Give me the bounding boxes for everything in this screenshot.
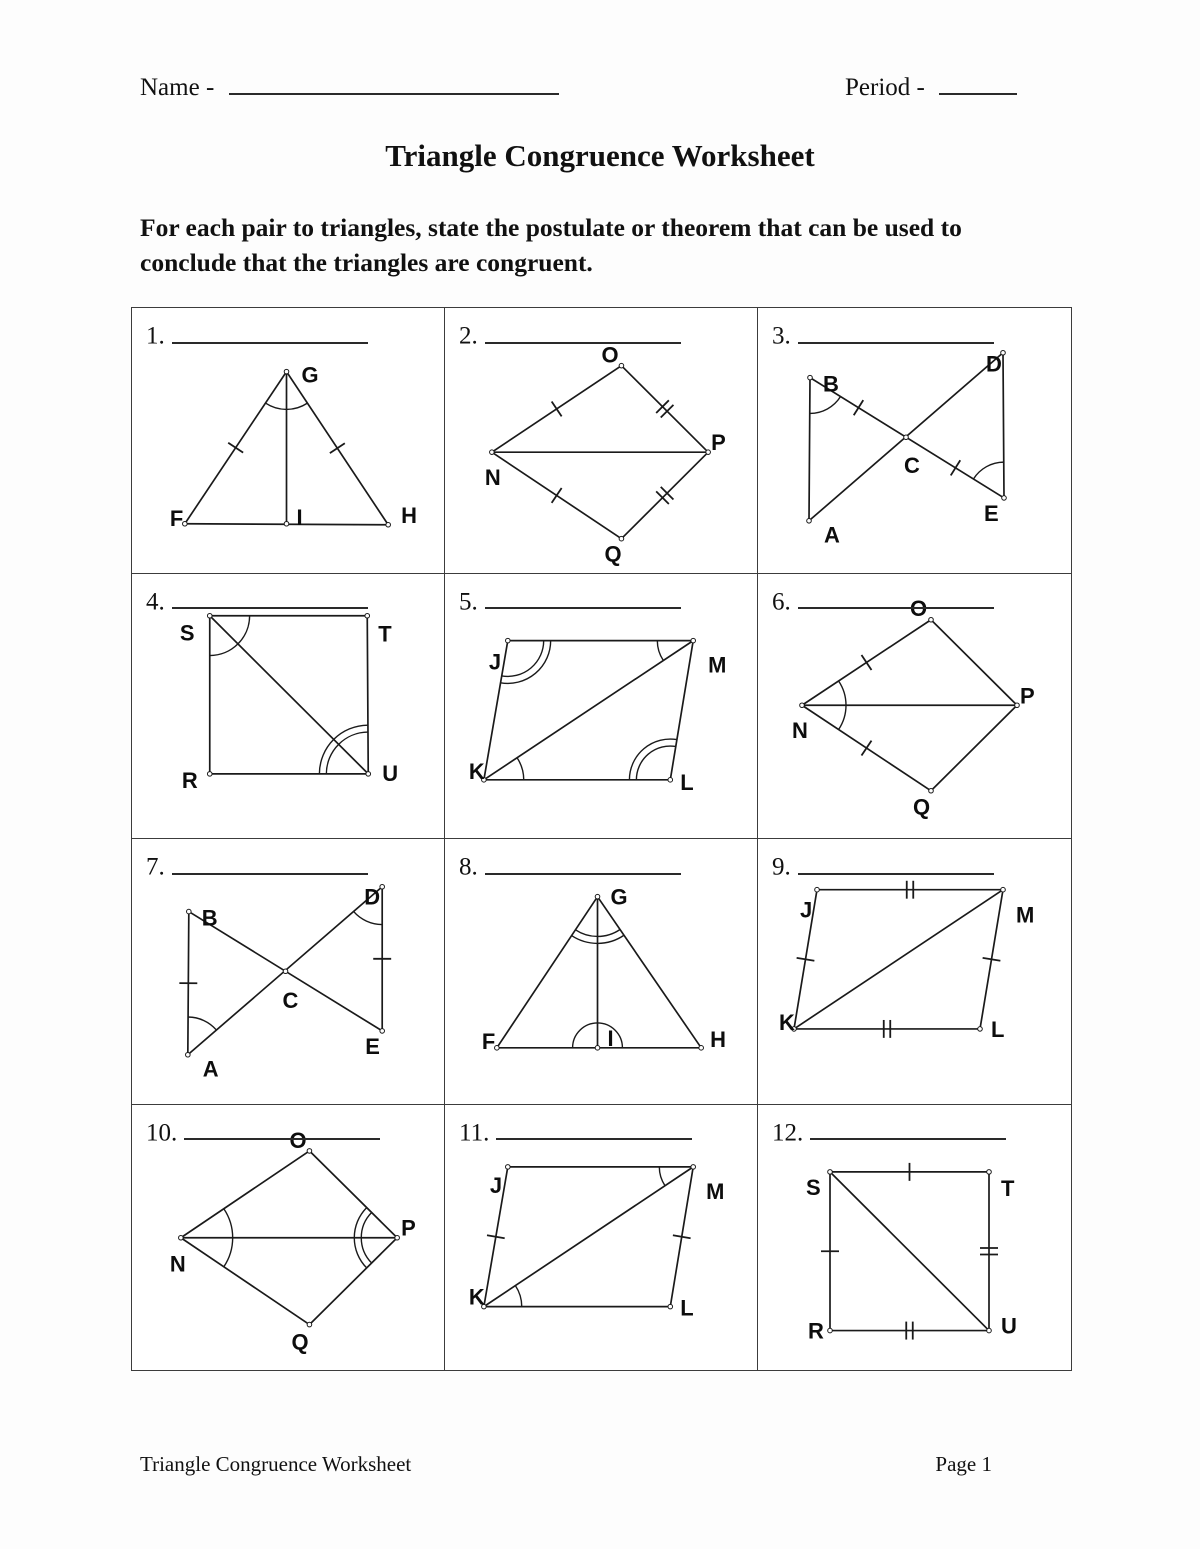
problem-header: [146, 1113, 380, 1148]
vertex-label: I: [607, 1025, 614, 1051]
vertex-label: J: [800, 897, 813, 923]
vertex-label: P: [1020, 682, 1035, 708]
answer-blank-line[interactable]: [172, 582, 368, 610]
problem-cell-2: [445, 308, 758, 574]
answer-blank-line[interactable]: [798, 582, 994, 610]
answer-blank-line[interactable]: [172, 316, 368, 344]
vertex-label: R: [181, 767, 198, 793]
vertex-label: H: [401, 502, 417, 528]
problem-cell-3: [758, 308, 1071, 574]
vertex-label: Q: [604, 541, 622, 567]
vertex-label: J: [489, 1172, 503, 1198]
vertex-label: L: [680, 1295, 694, 1321]
problem-number: 3.: [772, 322, 791, 350]
vertex-label: S: [179, 620, 195, 646]
vertex-label: B: [823, 371, 839, 397]
vertex-label: U: [382, 760, 399, 786]
period-blank-line[interactable]: [939, 68, 1017, 95]
vertex-label: K: [468, 1284, 485, 1310]
problem-number: 5.: [459, 588, 478, 615]
problem-number: 12.: [772, 1119, 804, 1146]
problem-cell-4: [132, 574, 445, 840]
answer-blank-line[interactable]: [798, 316, 994, 344]
vertex-label: L: [680, 769, 694, 795]
vertex-label: L: [991, 1016, 1005, 1042]
answer-blank-line[interactable]: [485, 582, 681, 610]
problem-number: 9.: [772, 853, 791, 881]
page-footer: [140, 1452, 992, 1477]
vertex-label: A: [202, 1056, 219, 1082]
problem-number: 1.: [146, 322, 165, 350]
vertex-label: J: [488, 648, 502, 674]
answer-blank-line[interactable]: [184, 1113, 380, 1141]
vertex-label: G: [301, 362, 319, 388]
vertex-label: C: [282, 988, 299, 1014]
problem-header: [146, 847, 368, 882]
problem-number: 8.: [459, 853, 478, 881]
answer-blank-line[interactable]: [485, 316, 681, 344]
name-field: [140, 68, 559, 102]
vertex-label: N: [484, 465, 501, 490]
page-title: Triangle Congruence Worksheet: [385, 138, 815, 173]
vertex-label: K: [779, 1009, 795, 1035]
problem-cell-10: [132, 1105, 445, 1371]
instructions-line-2: conclude that the triangles are congruent.: [140, 248, 593, 278]
name-label: Name -: [140, 74, 215, 101]
vertex-label: M: [706, 1178, 725, 1204]
problem-header: [146, 582, 368, 617]
vertex-label: Q: [291, 1329, 309, 1355]
vertex-label: F: [481, 1028, 496, 1054]
vertex-label: D: [986, 351, 1002, 377]
problem-header: [772, 316, 994, 351]
problem-number: 7.: [146, 853, 165, 881]
problem-cell-1: [132, 308, 445, 574]
problem-cell-11: [445, 1105, 758, 1371]
footer-title: Triangle Congruence Worksheet: [140, 1452, 412, 1476]
problem-cell-12: [758, 1105, 1071, 1371]
footer-page-number: Page 1: [935, 1452, 992, 1476]
vertex-label: O: [289, 1127, 307, 1153]
vertex-label: N: [169, 1251, 186, 1277]
problem-cell-9: [758, 839, 1071, 1105]
vertex-label: P: [711, 430, 726, 456]
vertex-label: A: [824, 522, 840, 548]
problem-cell-7: [132, 839, 445, 1105]
answer-blank-line[interactable]: [810, 1113, 1006, 1141]
answer-blank-line[interactable]: [798, 847, 994, 875]
name-blank-line[interactable]: [229, 68, 559, 95]
problem-number: 2.: [459, 322, 478, 350]
vertex-label: R: [808, 1318, 824, 1344]
vertex-label: K: [468, 758, 485, 784]
problem-header: [146, 316, 368, 351]
period-label: Period -: [845, 74, 925, 101]
vertex-label: S: [806, 1174, 821, 1200]
vertex-label: U: [1001, 1313, 1017, 1339]
vertex-label: C: [904, 453, 920, 479]
vertex-label: O: [601, 342, 619, 368]
answer-blank-line[interactable]: [485, 847, 681, 875]
problem-header: [772, 1113, 1006, 1148]
problem-cell-5: [445, 574, 758, 840]
instructions: [140, 210, 1070, 280]
problem-header: [459, 847, 681, 882]
vertex-label: O: [910, 595, 928, 621]
vertex-label: E: [365, 1033, 380, 1059]
vertex-label: I: [296, 504, 303, 530]
vertex-label: Q: [913, 794, 931, 820]
vertex-label: F: [169, 505, 184, 531]
period-field: [845, 68, 1017, 102]
problems-grid: [131, 307, 1072, 1371]
problem-header: [459, 582, 681, 617]
problem-cell-6: [758, 574, 1071, 840]
problem-cell-8: [445, 839, 758, 1105]
problem-header: [772, 582, 994, 617]
answer-blank-line[interactable]: [172, 847, 368, 875]
vertex-label: M: [708, 651, 727, 677]
problem-number: 11.: [459, 1119, 490, 1146]
vertex-label: B: [201, 905, 218, 931]
vertex-label: N: [792, 717, 808, 743]
vertex-label: D: [364, 884, 381, 910]
problem-header: [772, 847, 994, 882]
problem-number: 10.: [146, 1119, 178, 1146]
vertex-label: G: [610, 884, 628, 910]
problem-header: [459, 316, 681, 351]
problem-header: [459, 1113, 692, 1148]
vertex-label: P: [401, 1215, 416, 1241]
answer-blank-line[interactable]: [496, 1113, 692, 1141]
vertex-label: T: [378, 621, 392, 647]
vertex-label: M: [1016, 902, 1035, 928]
problem-number: 4.: [146, 588, 165, 615]
problem-number: 6.: [772, 588, 791, 615]
vertex-label: H: [710, 1026, 726, 1052]
instructions-line-1: For each pair to triangles, state the postulate or theorem that can be used to: [140, 213, 962, 242]
vertex-label: T: [1001, 1175, 1015, 1201]
vertex-label: E: [984, 500, 999, 526]
